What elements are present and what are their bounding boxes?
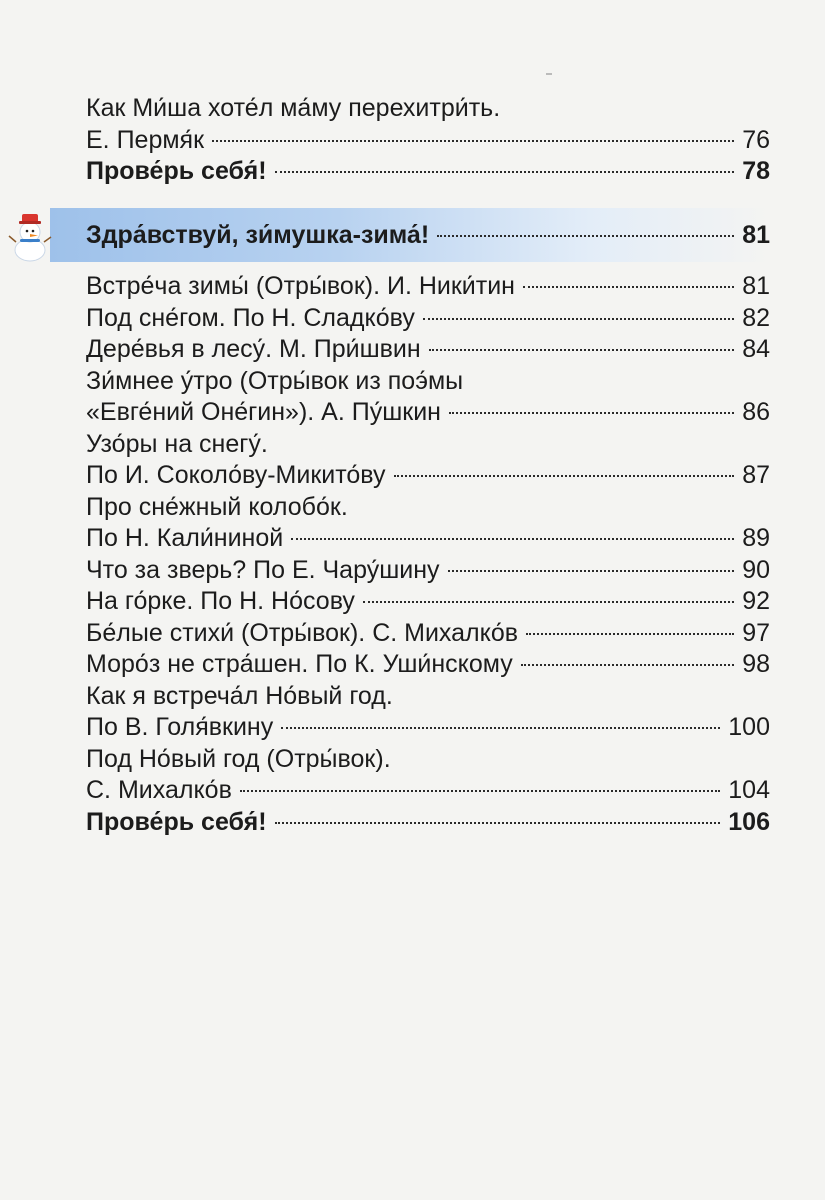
toc-entry xyxy=(86,302,770,334)
toc-entry xyxy=(86,491,770,523)
toc-entry-title: На го́рке. По Н. Но́сову xyxy=(86,587,355,615)
toc-entry-page: 78 xyxy=(742,157,770,185)
page-mark xyxy=(546,73,552,75)
toc-entry-title: Под Но́вый год (Отры́вок). xyxy=(86,744,391,773)
toc-entry-title: Прове́рь себя́! xyxy=(86,157,267,185)
toc-entry-title: По В. Голя́вкину xyxy=(86,713,274,741)
leader-dots xyxy=(521,664,734,666)
toc-entry-page: 84 xyxy=(742,335,770,363)
leader-dots xyxy=(240,790,720,792)
toc-entry xyxy=(86,743,770,775)
toc-entry-page: 86 xyxy=(742,398,770,426)
leader-dots xyxy=(281,727,720,729)
toc-entry xyxy=(86,270,770,302)
toc-entry-page: 76 xyxy=(742,125,770,154)
toc-entry xyxy=(86,459,770,491)
toc-entry-page: 92 xyxy=(742,587,770,615)
toc-entry-page: 98 xyxy=(742,650,770,678)
leader-dots xyxy=(448,570,735,572)
leader-dots xyxy=(523,286,734,288)
toc-entry-title: Бе́лые стихи́ (Отры́вок). С. Михалко́в xyxy=(86,618,519,647)
toc-entry xyxy=(86,333,770,365)
toc-entry-title: Моро́з не стра́шен. По К. Уши́нскому xyxy=(86,650,513,678)
toc-entry xyxy=(86,92,770,124)
toc-entry xyxy=(86,365,770,397)
toc-entry xyxy=(86,806,770,838)
leader-dots xyxy=(423,318,734,320)
toc-entry-title: Дере́вья в лесу́. М. При́швин xyxy=(86,335,421,363)
toc-entry-page: 90 xyxy=(742,555,770,584)
toc-entry-page: 106 xyxy=(728,807,770,836)
toc-entry xyxy=(86,617,770,649)
toc-entry xyxy=(86,680,770,712)
leader-dots xyxy=(437,235,734,237)
leader-dots xyxy=(394,475,735,477)
leader-dots xyxy=(291,538,734,540)
leader-dots xyxy=(429,349,734,351)
toc-entry xyxy=(86,554,770,586)
leader-dots xyxy=(212,140,734,142)
toc-entry-title: «Евге́ний Оне́гин»). А. Пу́шкин xyxy=(86,398,441,426)
toc-entry-title: Узо́ры на снегу́. xyxy=(86,429,268,458)
toc-entry-title: Встре́ча зимы́ (Отры́вок). И. Ники́тин xyxy=(86,272,515,300)
toc-entry xyxy=(86,428,770,460)
section-page: 81 xyxy=(742,221,770,249)
section-heading xyxy=(86,218,770,252)
toc-entry-title: Как я встреча́л Но́вый год. xyxy=(86,681,393,710)
toc-entry-title: Под сне́гом. По Н. Сладко́ву xyxy=(86,303,415,332)
toc-entry xyxy=(86,585,770,617)
snowman-icon xyxy=(8,206,52,262)
toc-entry-title: Что за зверь? По Е. Чару́шину xyxy=(86,555,440,584)
toc-entry-page: 104 xyxy=(728,776,770,804)
toc-entry xyxy=(86,522,770,554)
toc-entry xyxy=(86,155,770,187)
toc-entry-title: Прове́рь себя́! xyxy=(86,807,267,836)
toc-entry xyxy=(86,648,770,680)
leader-dots xyxy=(275,822,721,824)
toc-entry-title: По И. Соколо́ву-Микито́ву xyxy=(86,461,386,489)
toc-entry-title: Про сне́жный колобо́к. xyxy=(86,492,348,521)
toc-entry-page: 97 xyxy=(742,618,770,647)
leader-dots xyxy=(275,171,735,173)
toc-entry-title: Зи́мнее у́тро (Отры́вок из поэ́мы xyxy=(86,366,464,395)
toc-entry-page: 81 xyxy=(742,272,770,300)
toc-entry-page: 100 xyxy=(728,713,770,741)
toc-entry-title: С. Михалко́в xyxy=(86,776,232,804)
leader-dots xyxy=(449,412,734,414)
toc-entry-page: 89 xyxy=(742,524,770,552)
leader-dots xyxy=(526,633,734,635)
toc-entry xyxy=(86,774,770,806)
toc-entry-page: 87 xyxy=(742,461,770,489)
toc-entry xyxy=(86,396,770,428)
toc-entry-title: Е. Пермя́к xyxy=(86,125,205,154)
section-title: Здра́вствуй, зи́мушка-зима́! xyxy=(86,221,430,249)
toc-entry xyxy=(86,124,770,156)
toc-entry-title: По Н. Кали́ниной xyxy=(86,524,284,552)
toc-entry-page: 82 xyxy=(742,303,770,332)
leader-dots xyxy=(363,601,734,603)
toc-entry-title: Как Ми́ша хоте́л ма́му перехитри́ть. xyxy=(86,94,501,122)
toc-entry xyxy=(86,711,770,743)
